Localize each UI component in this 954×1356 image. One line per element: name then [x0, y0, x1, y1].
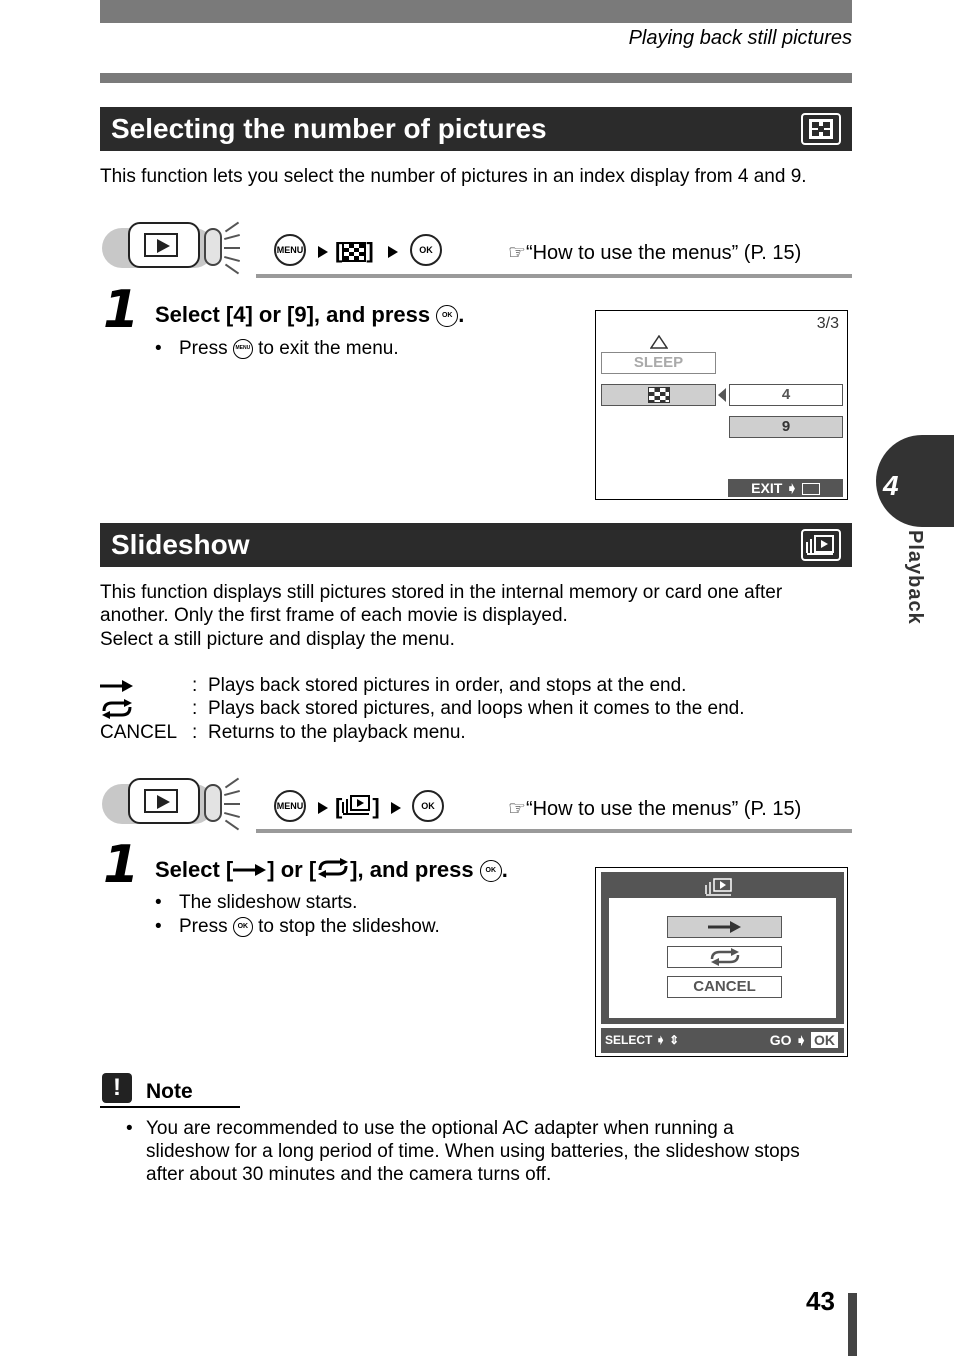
slideshow-icon	[801, 529, 841, 561]
section1-intro: This function lets you select the number of pictures in an index display from 4 and 9.	[100, 166, 807, 187]
step-title	[155, 302, 464, 328]
index-grid-icon	[648, 387, 670, 403]
normal-play-option[interactable]	[667, 916, 782, 938]
section-title-index	[100, 107, 852, 151]
section-title-slideshow	[100, 523, 852, 567]
legend-colon: :	[192, 698, 198, 719]
header-rule	[100, 73, 852, 83]
left-arrow-icon	[717, 388, 727, 407]
cancel-option[interactable]: CANCEL	[667, 976, 782, 998]
ok-button-icon: OK	[233, 917, 253, 937]
loop-play-option[interactable]	[667, 946, 782, 968]
lcd-screen-index	[595, 310, 848, 500]
playback-mode-dial	[100, 222, 240, 274]
index-grid-icon	[342, 242, 366, 262]
step-bullet: • Press OK to stop the slideshow.	[155, 916, 440, 937]
loop-icon	[316, 858, 350, 884]
arrow-icon	[318, 802, 328, 814]
step-title	[155, 857, 508, 884]
go-hint: GO ➧ OK	[770, 1028, 838, 1053]
pointing-hand-icon: ☞	[508, 798, 526, 820]
slideshow-icon	[342, 794, 372, 822]
ok-button-icon: OK	[412, 790, 444, 822]
bullet-text: to exit the menu.	[258, 338, 399, 359]
exit-label: EXIT	[751, 480, 783, 496]
section2-intro-1: This function displays still pictures stored in the internal memory or card one after	[100, 582, 783, 603]
page-bar	[848, 1293, 857, 1356]
reference-text: “How to use the menus” (P. 15)	[525, 242, 802, 264]
section2-intro-3: Select a still picture and display the menu.	[100, 629, 455, 650]
divider	[256, 274, 852, 278]
go-label: GO	[769, 1032, 792, 1048]
chapter-label: Playback	[904, 530, 926, 625]
step-title-text: Select [4] or [9], and press	[155, 302, 431, 327]
bullet-text: Press	[179, 916, 228, 937]
playback-mode-dial	[100, 778, 240, 830]
index-grid-icon	[801, 113, 841, 145]
step-title-end: .	[458, 302, 465, 327]
lcd-screen-slideshow	[595, 867, 848, 1057]
step-title-text: Select [	[155, 857, 234, 882]
ok-button-icon: OK	[436, 305, 458, 327]
note-text: You are recommended to use the optional AC adapter when running a	[146, 1118, 734, 1139]
select-label: SELECT	[605, 1033, 653, 1047]
arrow-icon	[391, 802, 401, 814]
page-number: 43	[806, 1286, 835, 1316]
legend-text: Plays back stored pictures, and loops when it comes to the end.	[208, 698, 745, 719]
index-menu-item: [ ]	[335, 238, 374, 263]
note-title: Note	[146, 1080, 193, 1103]
legend-key: CANCEL	[100, 722, 178, 743]
bullet-text: to stop the slideshow.	[258, 916, 440, 937]
index-option[interactable]	[601, 384, 716, 406]
step-number: 1	[103, 835, 140, 895]
option-4[interactable]: 4	[729, 384, 843, 406]
chapter-number: 4	[883, 470, 899, 501]
select-hint: SELECT ➧ ⇕	[605, 1033, 680, 1047]
legend-colon: :	[192, 675, 198, 696]
ok-button-icon: OK	[480, 860, 502, 882]
legend-text: Returns to the playback menu.	[208, 722, 466, 743]
step-bullet: • Press MENU to exit the menu.	[155, 338, 399, 359]
arrow-icon	[318, 246, 328, 258]
menu-reference	[508, 240, 801, 265]
bullet-text: Press	[179, 338, 228, 359]
note-text-line: slideshow for a long period of time. When using batteries, the slideshow stops	[146, 1141, 800, 1162]
reference-text: “How to use the menus” (P. 15)	[525, 798, 802, 820]
note-text-line: after about 30 minutes and the camera turns off.	[146, 1164, 552, 1185]
lcd-frame	[601, 872, 844, 1024]
header-bar	[100, 0, 852, 23]
section-title-text: Selecting the number of pictures	[111, 113, 547, 144]
menu-icon	[802, 483, 820, 495]
section-title-text: Slideshow	[111, 529, 250, 560]
menu-button-icon: MENU	[233, 339, 253, 359]
step-title-text: ], and press	[350, 857, 474, 882]
step-title-end: .	[501, 857, 508, 882]
step-title-text: ] or [	[267, 857, 317, 882]
legend-text: Plays back stored pictures in order, and stops at the end.	[208, 675, 687, 696]
menu-button-icon: MENU	[274, 790, 306, 822]
legend-row-normal	[100, 674, 840, 697]
pointing-hand-icon: ☞	[508, 242, 526, 264]
option-9[interactable]: 9	[729, 416, 843, 438]
bullet-text: The slideshow starts.	[179, 892, 358, 913]
legend-row-loop	[100, 697, 840, 720]
arrow-icon	[388, 246, 398, 258]
ok-button-icon: OK	[410, 234, 442, 266]
arrow-right-icon	[233, 858, 267, 884]
menu-button-icon: MENU	[274, 234, 306, 266]
note-bullet: • You are recommended to use the optional AC adapter when running a	[126, 1118, 734, 1139]
step-number: 1	[103, 280, 140, 340]
note-rule	[100, 1106, 240, 1108]
divider	[256, 829, 852, 833]
lcd-footer	[601, 1028, 844, 1053]
menu-reference	[508, 796, 801, 821]
section2-intro-2: another. Only the first frame of each movie is displayed.	[100, 605, 568, 626]
slideshow-menu-item: [ ]	[335, 794, 380, 822]
lcd-menu-area	[609, 898, 836, 1018]
running-header: Playing back still pictures	[628, 27, 852, 49]
legend-colon: :	[192, 722, 198, 743]
warning-icon: !	[102, 1073, 132, 1103]
page-indicator: 3/3	[816, 315, 839, 332]
ok-label: OK	[811, 1032, 838, 1048]
sleep-option[interactable]: SLEEP	[601, 352, 716, 374]
step-bullet: • The slideshow starts.	[155, 892, 358, 913]
legend-row-cancel	[100, 721, 840, 744]
exit-bar[interactable]: EXIT ➧	[728, 479, 843, 497]
